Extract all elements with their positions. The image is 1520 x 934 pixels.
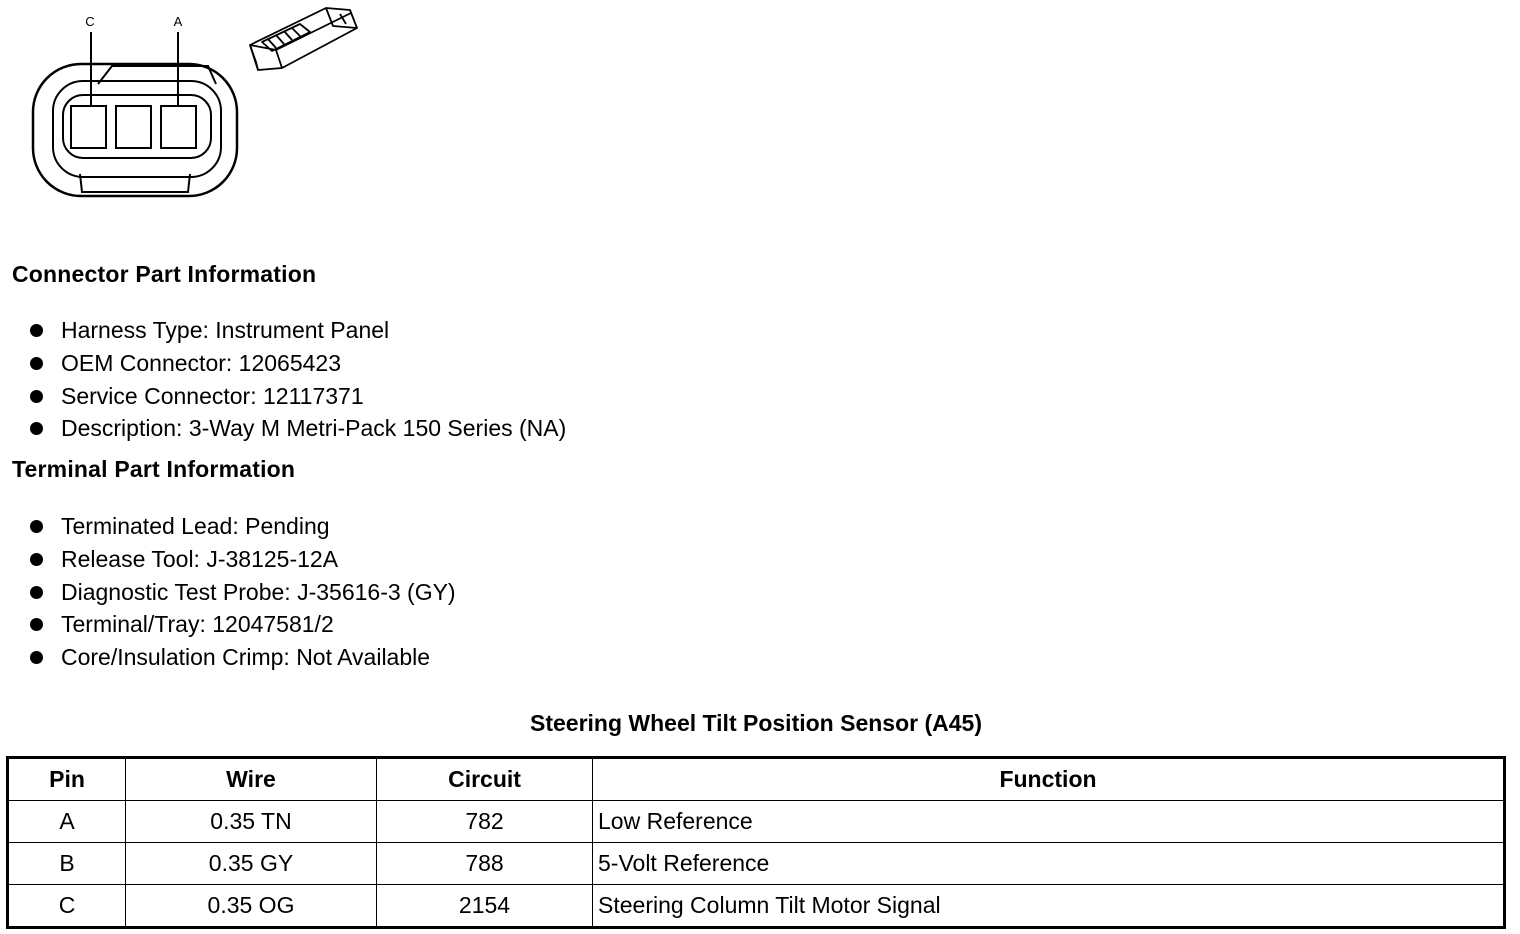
bullet-icon <box>30 390 43 403</box>
list-item-text: OEM Connector: 12065423 <box>61 349 342 376</box>
connector-face-view <box>33 32 237 196</box>
pin-label-c: C <box>85 14 95 29</box>
list-item-text: Core/Insulation Crimp: Not Available <box>61 644 431 671</box>
list-item-text: Diagnostic Test Probe: J-35616-3 (GY) <box>61 578 456 605</box>
cell-wire: 0.35 GY <box>126 843 377 885</box>
list-item <box>30 347 566 380</box>
cell-circuit: 788 <box>377 843 593 885</box>
list-item <box>30 412 566 445</box>
header-function: Function <box>593 758 1505 801</box>
cell-pin: A <box>8 801 126 843</box>
list-item <box>30 510 456 543</box>
list-item <box>30 608 456 641</box>
bullet-icon <box>30 586 43 599</box>
table-header-row <box>8 758 1505 801</box>
table-row <box>8 843 1505 885</box>
bullet-icon <box>30 618 43 631</box>
list-item <box>30 314 566 347</box>
bullet-icon <box>30 553 43 566</box>
list-item <box>30 380 566 413</box>
bullet-icon <box>30 324 43 337</box>
terminal-part-info-list <box>30 510 456 674</box>
terminal-part-info-heading: Terminal Part Information <box>12 456 296 482</box>
cavity-a <box>161 106 196 148</box>
cell-circuit: 782 <box>377 801 593 843</box>
cavity-b <box>116 106 151 148</box>
connector-diagram <box>0 0 380 205</box>
list-item-text: Release Tool: J-38125-12A <box>61 545 339 572</box>
header-pin: Pin <box>8 758 126 801</box>
list-item-text: Terminal/Tray: 12047581/2 <box>61 611 334 638</box>
pin-label-a: A <box>173 14 183 29</box>
cavity-c <box>71 106 106 148</box>
bullet-icon <box>30 422 43 435</box>
bullet-icon <box>30 651 43 664</box>
pin-table-title: Steering Wheel Tilt Position Sensor (A45) <box>530 710 982 736</box>
connector-part-info-heading: Connector Part Information <box>12 261 317 287</box>
cell-function: 5-Volt Reference <box>593 843 1505 885</box>
table-row <box>8 885 1505 928</box>
cell-circuit: 2154 <box>377 885 593 928</box>
list-item <box>30 576 456 609</box>
list-item <box>30 543 456 576</box>
cell-pin: B <box>8 843 126 885</box>
header-wire: Wire <box>126 758 377 801</box>
connector-part-info-list <box>30 314 566 445</box>
connector-isometric-view <box>250 8 357 70</box>
cell-pin: C <box>8 885 126 928</box>
list-item-text: Service Connector: 12117371 <box>61 382 364 409</box>
list-item-text: Description: 3-Way M Metri-Pack 150 Series (NA) <box>61 415 567 442</box>
bullet-icon <box>30 520 43 533</box>
list-item-text: Harness Type: Instrument Panel <box>61 317 390 343</box>
header-circuit: Circuit <box>377 758 593 801</box>
table-row <box>8 801 1505 843</box>
cell-function: Low Reference <box>593 801 1505 843</box>
cell-wire: 0.35 TN <box>126 801 377 843</box>
pin-table <box>6 756 1506 929</box>
cell-wire: 0.35 OG <box>126 885 377 928</box>
bullet-icon <box>30 357 43 370</box>
list-item-text: Terminated Lead: Pending <box>61 513 330 539</box>
list-item <box>30 641 456 674</box>
cell-function: Steering Column Tilt Motor Signal <box>593 885 1505 928</box>
